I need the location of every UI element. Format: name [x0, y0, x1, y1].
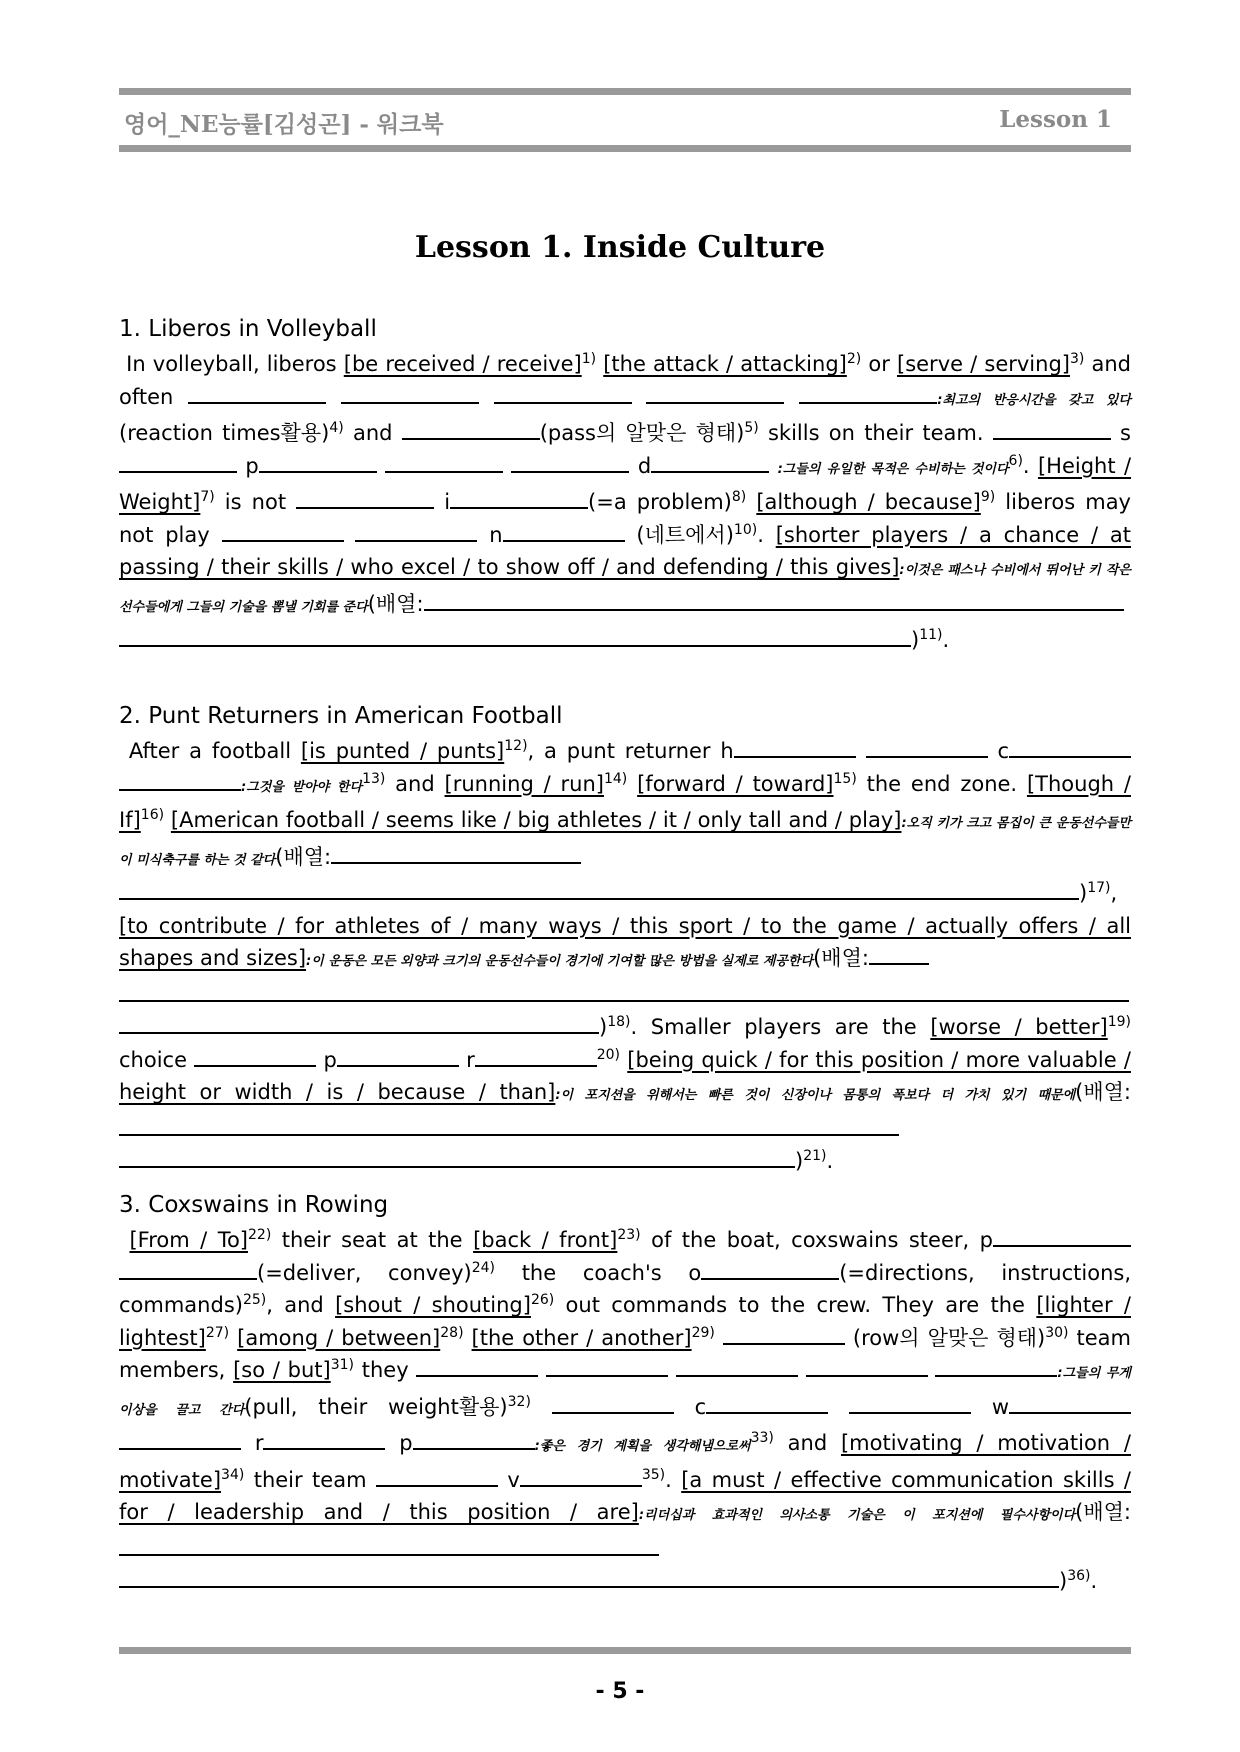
arrange-21: [being quick / for this position / more valuable / height or width / is / because / than]	[119, 1047, 1131, 1104]
header-lesson-label: Lesson 1	[999, 106, 1112, 133]
answer-blank[interactable]	[866, 737, 988, 758]
answer-blank[interactable]	[546, 1356, 668, 1377]
arrange-answer-line[interactable]	[331, 843, 581, 864]
choice-31: [so / but]	[233, 1358, 331, 1382]
answer-blank[interactable]	[503, 521, 625, 542]
answer-blank[interactable]	[119, 770, 241, 791]
korean-hint: :최고의 반응시간을 갖고 있다	[937, 392, 1131, 408]
korean-hint: :이 운동은 모든 외양과 크기의 운동선수들이 경기에 기여할 많은 방법을 실제로 제공한다	[306, 954, 814, 969]
choice-9: [although / because]	[756, 490, 981, 514]
answer-blank[interactable]	[259, 452, 377, 473]
answer-blank[interactable]	[993, 1226, 1131, 1247]
answer-blank[interactable]	[849, 1393, 971, 1414]
page-number: - 5 -	[595, 1679, 645, 1704]
answer-blank[interactable]	[337, 1046, 459, 1067]
arrange-answer-line[interactable]	[119, 879, 1079, 900]
choice-22: [From / To]	[129, 1228, 248, 1252]
header-top-rule	[119, 88, 1131, 95]
arrange-answer-line[interactable]	[119, 1013, 599, 1034]
choice-28: [among / between]	[237, 1325, 441, 1350]
korean-hint: :좋은 경기 계획을 생각해냄으로써	[534, 1439, 751, 1454]
answer-blank[interactable]	[701, 1259, 839, 1280]
answer-blank[interactable]	[475, 1046, 597, 1067]
arrange-36: [a must / effective communication skills / for / leadership and / this position / are]	[119, 1467, 1131, 1524]
korean-hint: :그것을 받아야 한다	[241, 779, 363, 795]
choice-34: [motivating / motivation / motivate]	[119, 1431, 1131, 1492]
korean-hint: :이것은 패스나 수비에서 뛰어난 키 작은 선수들에게 그들의 기술을 뽐낼 기회를 준다	[119, 563, 1131, 615]
arrange-answer-line[interactable]	[424, 590, 1124, 611]
section-3-body: [From / To]$^{22)}$ their seat at the [back / front]$^{23)}$ of the boat, coxswains steer, p (=deliver, convey)$^{24)}$ the coach's o (=directions, instructions, commands)$^{25)}$, and [shout / shouting]$^{26)}$ out commands to the crew. They are the [lighter / lightest]$^{27)}$ [among / between]$^{28)}$ [the other / another]$^{29)}$ (row의 알맞은 형태)$^{30)}$ team members, [so / but]$^{31)}$ they :그들의 무게 이상을 끌고 간다(pull, their weight활용)$^{32)}$ c w r p :좋은 경기 계획을 생각해냄으로써$^{33)}$ and [motivating / motivation / motivate]$^{34)}$ their team v $^{35)}$. [a must / effective communication skills / for / leadership and / this position / are]:리더십과 효과적인 의사소통 기술은 이 포지션에 필수사항이다(배열: )$^{36)}$.	[119, 1227, 1132, 1593]
choice-27: [lighter / lightest]	[119, 1293, 1131, 1350]
answer-blank[interactable]	[385, 452, 503, 473]
header-course-title: 영어_NE능률[김성곤] - 워크북	[124, 111, 444, 138]
choice-26: [shout / shouting]	[335, 1293, 531, 1317]
choice-1: [be received / receive]	[343, 352, 582, 376]
choice-16: [Though / If]	[119, 771, 1131, 832]
answer-blank[interactable]	[222, 521, 344, 542]
answer-blank[interactable]	[734, 737, 856, 758]
korean-hint: :그들의 무게 이상을 끌고 간다	[119, 1366, 1131, 1418]
header-bottom-rule	[119, 145, 1131, 152]
arrange-answer-line[interactable]	[119, 1567, 1059, 1588]
page-title: Lesson 1. Inside Culture	[414, 230, 826, 265]
answer-blank[interactable]	[119, 452, 237, 473]
choice-2: [the attack / attacking]	[603, 352, 847, 376]
korean-hint: :리더십과 효과적인 의사소통 기술은 이 포지션에 필수사항이다	[638, 1508, 1076, 1523]
choice-14: [running / run]	[444, 771, 604, 796]
arrange-answer-line[interactable]	[869, 944, 929, 965]
answer-blank[interactable]	[413, 1429, 535, 1450]
answer-blank[interactable]	[676, 1356, 798, 1377]
section-3-title: 3. Coxswains in Rowing	[119, 1192, 389, 1218]
footer-rule	[119, 1647, 1131, 1654]
answer-blank[interactable]	[494, 383, 632, 404]
answer-blank[interactable]	[376, 1466, 498, 1487]
answer-blank[interactable]	[450, 488, 588, 509]
answer-blank[interactable]	[706, 1393, 828, 1414]
section-1-title: 1. Liberos in Volleyball	[119, 316, 377, 342]
answer-blank[interactable]	[511, 452, 629, 473]
section-2-title: 2. Punt Returners in American Football	[119, 703, 563, 729]
answer-blank[interactable]	[1009, 1393, 1131, 1414]
korean-hint: :그들의 유일한 목적은 수비하는 것이다	[777, 461, 1009, 477]
answer-blank[interactable]	[520, 1466, 642, 1487]
arrange-11: [shorter players / a chance / at passing / their skills / who excel / to show off / and defending / this gives]	[119, 522, 1131, 579]
choice-3: [serve / serving]	[897, 352, 1070, 376]
answer-blank[interactable]	[723, 1324, 845, 1345]
choice-15: [forward / toward]	[637, 771, 834, 796]
choice-12: [is punted / punts]	[300, 739, 505, 763]
answer-blank[interactable]	[341, 383, 479, 404]
answer-blank[interactable]	[935, 1356, 1057, 1377]
choice-29: [the other / another]	[471, 1325, 692, 1350]
answer-blank[interactable]	[119, 1259, 257, 1280]
answer-blank[interactable]	[296, 488, 434, 509]
korean-hint: :오직 키가 크고 몸집이 큰 운동선수들만이 미식축구를 하는 것 같다	[119, 816, 1131, 868]
answer-blank[interactable]	[1009, 737, 1131, 758]
answer-blank[interactable]	[119, 1429, 241, 1450]
arrange-18: [to contribute / for athletes of / many ways / this sport / to the game / actually offers / all shapes and sizes]	[119, 913, 1131, 970]
section-1-body: In volleyball, liberos [be received / receive]$^{1)}$ [the attack / attacking]$^{2)}$ or [serve / serving]$^{3)}$ and often :최고의 반응시간을 갖고 있다(reaction times활용)$^{4)}$ and (pass의 알맞은 형태)$^{5)}$ skills on their team. s p d :그들의 유일한 목적은 수비하는 것이다$^{6)}$. [Height / Weight]$^{7)}$ is not i (=a problem)$^{8)}$ [although / because]$^{9)}$ liberos may not play n (네트에서)$^{10)}$. [shorter players / a chance / at passing / their skills / who excel / to show off / and defending / this gives]:이것은 패스나 수비에서 뛰어난 키 작은 선수들에게 그들의 기술을 뽐낼 기회를 준다(배열: )$^{11)}$.	[119, 351, 1132, 652]
arrange-answer-line[interactable]	[119, 1147, 795, 1168]
answer-blank[interactable]	[188, 383, 326, 404]
answer-blank[interactable]	[194, 1046, 316, 1067]
answer-blank[interactable]	[651, 452, 769, 473]
answer-blank[interactable]	[263, 1429, 385, 1450]
answer-blank[interactable]	[799, 383, 937, 404]
arrange-answer-line[interactable]	[119, 981, 1129, 1002]
choice-7: [Height / Weight]	[119, 453, 1132, 514]
answer-blank[interactable]	[402, 419, 540, 440]
arrange-17: [American football / seems like / big athletes / it / only tall and / play]	[170, 808, 902, 832]
answer-blank[interactable]	[993, 419, 1111, 440]
arrange-answer-line[interactable]	[119, 1115, 899, 1136]
answer-blank[interactable]	[646, 383, 784, 404]
choice-19: [worse / better]	[930, 1015, 1108, 1039]
section-2-body: After a football [is punted / punts]$^{12)}$, a punt returner h c :그것을 받아야 한다$^{13)}$ and [running / run]$^{14)}$ [forward / toward]$^{15)}$ the end zone. [Though / If]$^{16)}$ [American football / seems like / big athletes / it / only tall and / play]:오직 키가 크고 몸집이 큰 운동선수들만이 미식축구를 하는 것 같다(배열: )$^{17)}$, [to contribute / for athletes of / many ways / this sport / to the game / actually offers / all shapes and sizes]:이 운동은 모든 외양과 크기의 운동선수들이 경기에 기여할 많은 방법을 실제로 제공한다(배열: )$^{18)}$. Smaller players are the [worse / better]$^{19)}$ choice p r $^{20)}$ [being quick / for this position / more valuable / height or width / is / because / than]:이 포지션을 위해서는 빠른 것이 신장이나 몸통의 폭보다 더 가치 있기 때문에(배열: )$^{21)}$.	[119, 738, 1131, 1173]
arrange-answer-line[interactable]	[119, 626, 911, 647]
answer-blank[interactable]	[552, 1393, 674, 1414]
choice-23: [back / front]	[473, 1228, 618, 1252]
arrange-answer-line[interactable]	[119, 1535, 659, 1556]
answer-blank[interactable]	[806, 1356, 928, 1377]
answer-blank[interactable]	[355, 521, 477, 542]
korean-hint: :이 포지션을 위해서는 빠른 것이 신장이나 몸통의 폭보다 더 가치 있기 때문에	[555, 1088, 1076, 1103]
answer-blank[interactable]	[416, 1356, 538, 1377]
